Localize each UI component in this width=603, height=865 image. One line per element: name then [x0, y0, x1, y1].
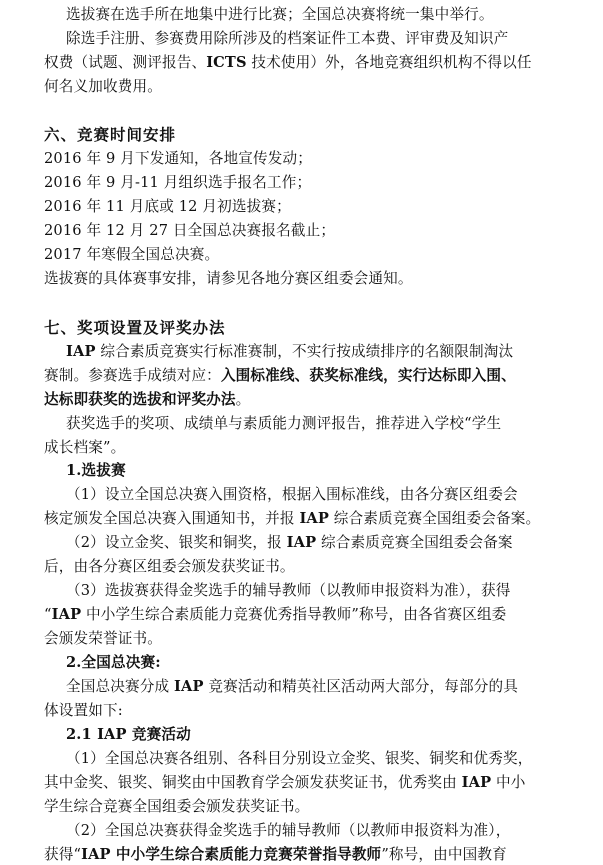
- iap-term: IAP: [51, 606, 82, 623]
- s7-p1-line-1-text: 综合素质竞赛实行标准赛制，不实行按成绩排序的名额限制淘汰: [95, 343, 514, 360]
- para-a-line-3: [44, 53, 596, 73]
- s1-item3-line-3: 会颁发荣誉证书。: [44, 630, 162, 647]
- para-a-line-1: 选拔赛在选手所在地集中进行比赛；全国总决赛将统一集中举行。: [66, 6, 494, 23]
- sub-heading-2-1: [66, 725, 603, 745]
- s1-item2-line-2: 后，由各分赛区组委会颁发获奖证书。: [44, 558, 295, 575]
- s7-p1-line-2: [44, 366, 596, 386]
- sub-heading-2-1-title: IAP 竞赛活动: [97, 726, 191, 743]
- s21-item2-line-2-bold: IAP 中小学生综合素质能力竞赛荣誉指导教师: [81, 846, 382, 863]
- para-a-line-2: 除选手注册、参赛费用除所涉及的档案证件工本费、评审费及知识产: [66, 30, 509, 47]
- iap-term: IAP: [461, 774, 492, 791]
- s7-p1-line-2-text: 赛制。参赛选手成绩对应：: [44, 367, 221, 384]
- s2-para-line-1-c: 竞赛活动和精英社区活动两大部分，每部分的具: [203, 678, 518, 695]
- s1-item3-line-2: [44, 605, 596, 625]
- schedule-item-4: 2016 年 12 月 27 日全国总决赛报名截止；: [44, 222, 336, 239]
- sub-heading-final: 2.全国总决赛:: [66, 654, 161, 671]
- s21-item1-line-2-c: 中小: [491, 774, 526, 791]
- s7-p1-line-3: [44, 390, 596, 410]
- iap-term: IAP: [299, 510, 330, 527]
- para-a-line-4: 何名义加收费用。: [44, 78, 162, 95]
- iap-term: IAP: [286, 534, 317, 551]
- iap-term: IAP: [66, 343, 96, 360]
- s7-p2-line-2: 成长档案”。: [44, 439, 126, 456]
- s21-item2-line-2-c: ”称号，由中国教育: [381, 846, 507, 863]
- s7-p1-line-1: [66, 342, 603, 362]
- section-7-heading: 七、奖项设置及评奖办法: [44, 318, 226, 337]
- s1-item3-line-1: （3）选拔赛获得金奖选手的辅导教师（以教师申报资料为准），获得: [66, 582, 511, 599]
- s21-item1-line-2: [44, 773, 596, 793]
- para-a-line-3-text-a: 权费（试题、测评报告、: [44, 54, 207, 71]
- s1-item2-line-1-a: （2）设立金奖、银奖和铜奖，报: [66, 534, 287, 551]
- schedule-item-3: 2016 年 11 月底或 12 月初选拔赛；: [44, 198, 291, 215]
- s2-para-line-1: [66, 677, 603, 697]
- s1-item1-line-2-c: 综合素质竞赛全国组委会备案。: [329, 510, 541, 527]
- para-a-line-3-text-c: 技术使用）外，各地竞赛组织机构不得以任: [246, 54, 532, 71]
- schedule-item-5: 2017 年寒假全国总决赛。: [44, 246, 220, 263]
- s1-item2-line-1: [66, 533, 603, 553]
- s7-p2-line-1: 获奖选手的奖项、成绩单与素质能力测评报告，推荐进入学校“学生: [66, 415, 502, 432]
- s7-p1-line-3-end: 。: [235, 391, 251, 408]
- sub-heading-selection: 1.选拔赛: [66, 462, 126, 479]
- s21-item1-line-3: 学生综合竞赛全国组委会颁发获奖证书。: [44, 798, 310, 815]
- iap-term: IAP: [174, 678, 204, 695]
- section-6-heading: 六、竞赛时间安排: [44, 125, 177, 144]
- s21-item2-line-1: （2）全国总决赛获得金奖选手的辅导教师（以教师申报资料为准），: [66, 822, 511, 839]
- s7-p1-line-3-bold: 达标即获奖的选拔和评奖办法: [44, 391, 236, 408]
- s21-item1-line-2-a: 其中金奖、银奖、铜奖由中国教育学会颁发获奖证书，优秀奖由: [44, 774, 462, 791]
- s2-para-line-1-a: 全国总决赛分成: [66, 678, 174, 695]
- s21-item1-line-1: （1）全国总决赛各组别、各科目分别设立金奖、银奖、铜奖和优秀奖，: [66, 750, 533, 767]
- s1-item1-line-2: [44, 509, 596, 529]
- icts-term: ICTS: [206, 54, 247, 71]
- s1-item3-line-2-a: “: [44, 606, 52, 623]
- s1-item3-line-2-c: 中小学生综合素质能力竞赛优秀指导教师”称号，由各省赛区组委: [81, 606, 507, 623]
- s1-item1-line-2-a: 核定颁发全国总决赛入围通知书，并报: [44, 510, 300, 527]
- schedule-item-1: 2016 年 9 月下发通知，各地宣传发动；: [44, 150, 312, 167]
- s21-item2-line-2-a: 获得“: [44, 846, 82, 863]
- s21-item2-line-2: [44, 845, 596, 865]
- s2-para-line-2: 体设置如下:: [44, 702, 123, 719]
- s7-p1-line-2-bold: 入围标准线、获奖标准线，实行达标即入围、: [220, 367, 516, 384]
- schedule-item-2: 2016 年 9 月-11 月组织选手报名工作；: [44, 174, 312, 191]
- s1-item2-line-1-c: 综合素质竞赛全国组委会备案: [316, 534, 513, 551]
- schedule-note: 选拔赛的具体赛事安排，请参见各地分赛区组委会通知。: [44, 270, 413, 287]
- s1-item1-line-1: （1）设立全国总决赛入围资格，根据入围标准线，由各分赛区组委会: [66, 486, 518, 503]
- sub-heading-2-1-number: 2.1: [66, 726, 98, 743]
